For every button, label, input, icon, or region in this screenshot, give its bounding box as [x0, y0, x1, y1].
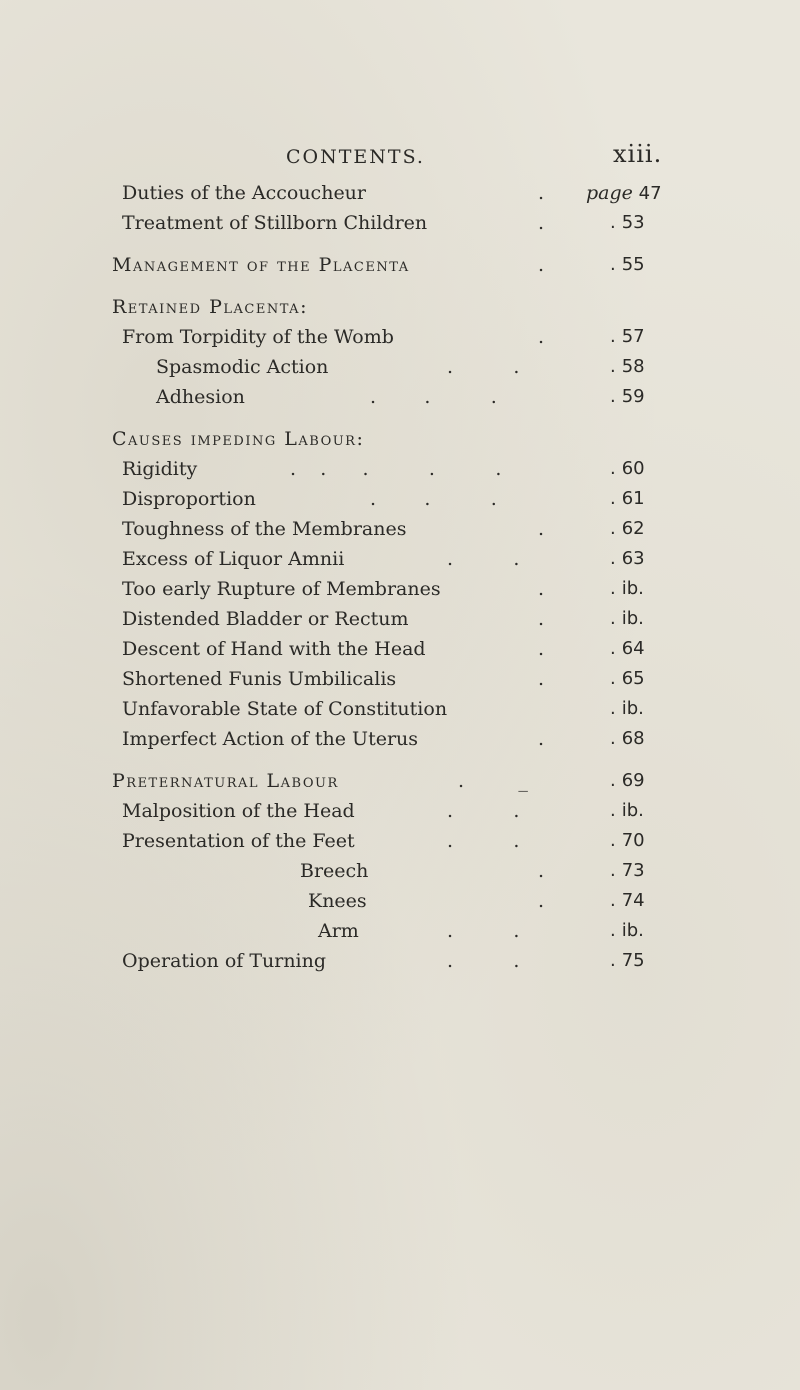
entry-label: From Torpidity of the Womb — [122, 326, 394, 348]
leader-dots: . — [538, 890, 545, 912]
section-heading — [0, 250, 800, 280]
leader-dots: . . . . . — [290, 458, 502, 480]
entry-page: . 60 — [610, 458, 645, 479]
leader-dots: . — [538, 668, 545, 690]
section-label: Preternatural Labour — [112, 770, 339, 792]
page-number: 59 — [621, 386, 645, 407]
contents-entry — [0, 724, 800, 754]
section-heading — [0, 292, 800, 322]
page-header — [0, 140, 800, 180]
page-number: ib. — [621, 578, 644, 599]
entry-page: . 61 — [610, 488, 645, 509]
leader-dots: . — [538, 182, 545, 204]
leader-dots: . . — [447, 920, 520, 942]
page-number: 62 — [621, 518, 645, 539]
entry-page: . 68 — [610, 728, 645, 749]
entry-page: . 62 — [610, 518, 645, 539]
entry-page: . 59 — [610, 386, 645, 407]
entry-page: . 74 — [610, 890, 645, 911]
leader-dots: . — [538, 728, 545, 750]
section-label: Retained Placenta: — [112, 296, 308, 318]
page-number: 65 — [621, 668, 645, 689]
entry-label: Too early Rupture of Membranes — [122, 578, 441, 600]
entry-page: . 69 — [610, 770, 645, 791]
section-label: Causes impeding Labour: — [112, 428, 365, 450]
page-number: 55 — [621, 254, 645, 275]
page-number: 73 — [621, 860, 645, 881]
contents-entry — [0, 322, 800, 352]
page-folio: xiii. — [613, 140, 663, 168]
contents-entry — [0, 856, 800, 886]
entry-label: Spasmodic Action — [156, 356, 329, 378]
contents-entry — [0, 514, 800, 544]
leader-dots: . . — [447, 356, 520, 378]
entry-label: Treatment of Stillborn Children — [122, 212, 428, 234]
leader-dots: . . — [447, 830, 520, 852]
page-number: 60 — [621, 458, 645, 479]
entry-label: Adhesion — [156, 386, 245, 408]
section-heading — [0, 424, 800, 454]
contents-entry — [0, 208, 800, 238]
leader-dots: . — [538, 578, 545, 600]
entry-page: . ib. — [610, 698, 644, 719]
entry-label: Unfavorable State of Constitution — [122, 698, 448, 720]
entry-label: Malposition of the Head — [122, 800, 355, 822]
entry-label: Duties of the Accoucheur — [122, 182, 367, 204]
contents-entry — [0, 634, 800, 664]
entry-page: . 55 — [610, 254, 645, 275]
page-number: 63 — [621, 548, 645, 569]
page-number: 58 — [621, 356, 645, 377]
entry-label: Descent of Hand with the Head — [122, 638, 426, 660]
entry-page: . 65 — [610, 668, 645, 689]
section-heading — [0, 766, 800, 796]
entry-page: . ib. — [610, 608, 644, 629]
page-number: 68 — [621, 728, 645, 749]
entry-page: . 58 — [610, 356, 645, 377]
leader-dots: . . — [447, 950, 520, 972]
contents-entry — [0, 886, 800, 916]
contents-entry — [0, 796, 800, 826]
page-number: ib. — [621, 920, 644, 941]
leader-dots: . . . — [370, 386, 497, 408]
entry-label: Presentation of the Feet — [122, 830, 355, 852]
leader-dots: . — [538, 254, 545, 276]
entry-label: Rigidity — [122, 458, 198, 480]
entry-label: Knees — [308, 890, 367, 912]
entry-page: . ib. — [610, 920, 644, 941]
page-word: page — [586, 182, 633, 204]
entry-label: Operation of Turning — [122, 950, 327, 972]
leader-dots: . — [538, 860, 545, 882]
entry-label: Disproportion — [122, 488, 256, 510]
contents-entry — [0, 544, 800, 574]
leader-dots: . — [538, 212, 545, 234]
contents-entry — [0, 454, 800, 484]
entry-page: . ib. — [610, 578, 644, 599]
leader-dots: . — [538, 608, 545, 630]
contents-entry — [0, 916, 800, 946]
page-number: ib. — [621, 800, 644, 821]
entry-page: . 73 — [610, 860, 645, 881]
entry-page: . 53 — [610, 212, 645, 233]
entry-label: Arm — [318, 920, 359, 942]
running-title: CONTENTS. — [286, 146, 425, 168]
contents-entry — [0, 946, 800, 976]
leader-dots: . — [538, 638, 545, 660]
contents-entry — [0, 178, 800, 208]
entry-page: . ib. — [610, 800, 644, 821]
leader-dots: . . — [447, 548, 520, 570]
entry-label: Breech — [300, 860, 369, 882]
page-number: ib. — [621, 608, 644, 629]
contents-entry — [0, 604, 800, 634]
leader-dots: . . — [447, 800, 520, 822]
entry-page: . 70 — [610, 830, 645, 851]
contents-entry — [0, 664, 800, 694]
contents-list — [0, 178, 800, 976]
contents-entry — [0, 352, 800, 382]
entry-label: Excess of Liquor Amnii — [122, 548, 345, 570]
entry-label: Toughness of the Membranes — [122, 518, 407, 540]
leader-dots: . — [538, 518, 545, 540]
entry-page — [586, 178, 662, 209]
contents-entry — [0, 382, 800, 412]
page-number: 70 — [621, 830, 645, 851]
contents-entry — [0, 574, 800, 604]
contents-entry — [0, 826, 800, 856]
leader-dots: . _ — [458, 770, 528, 792]
entry-page: . 57 — [610, 326, 645, 347]
contents-entry — [0, 484, 800, 514]
page-number: ib. — [621, 698, 644, 719]
entry-label: Imperfect Action of the Uterus — [122, 728, 419, 750]
page-number: 61 — [621, 488, 645, 509]
entry-page: . 75 — [610, 950, 645, 971]
page-number: 64 — [621, 638, 645, 659]
entry-label: Shortened Funis Umbilicalis — [122, 668, 397, 690]
page-number: 74 — [621, 890, 645, 911]
section-label: Management of the Placenta — [112, 254, 410, 276]
page-number: 69 — [621, 770, 645, 791]
entry-label: Distended Bladder or Rectum — [122, 608, 409, 630]
page-number: 57 — [621, 326, 645, 347]
page-number: 47 — [638, 183, 662, 204]
contents-entry — [0, 694, 800, 724]
leader-dots: . . . — [370, 488, 497, 510]
entry-page: . 64 — [610, 638, 645, 659]
leader-dots: . — [538, 326, 545, 348]
page-number: 53 — [621, 212, 645, 233]
page-number: 75 — [621, 950, 645, 971]
entry-page: . 63 — [610, 548, 645, 569]
